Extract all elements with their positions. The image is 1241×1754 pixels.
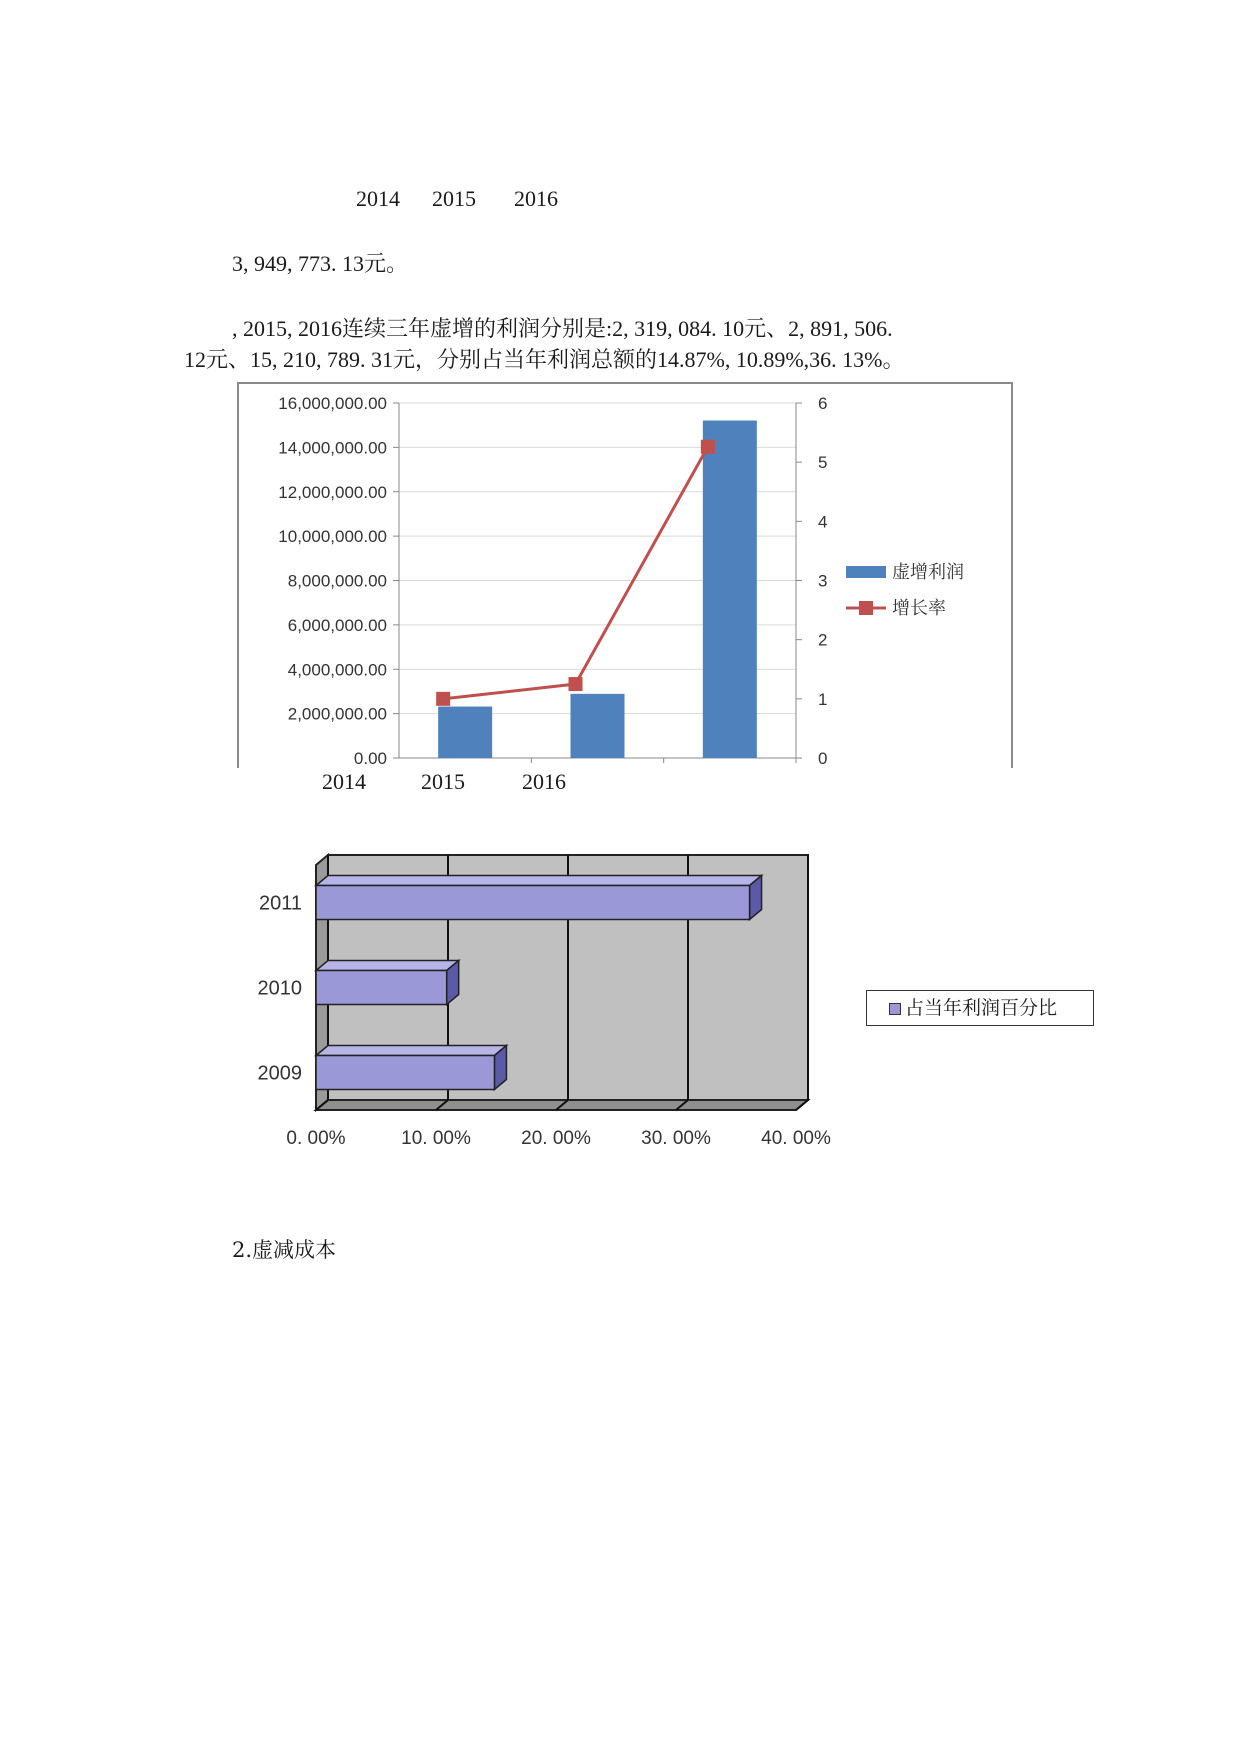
chart2-x-tick-label: 40. 00% <box>761 1128 831 1149</box>
years-line-2016: 2016 <box>514 186 558 211</box>
chart2-category-label: 2011 <box>258 892 302 915</box>
chart1-bar-2016 <box>703 421 757 758</box>
chart2-legend-label: 占当年利润百分比 <box>905 997 1058 1019</box>
chart1-right-tick-label: 1 <box>818 689 828 709</box>
chart1-right-tick-label: 4 <box>818 512 828 532</box>
chart1-growth-line <box>443 447 708 699</box>
chart1-legend-bar-label: 虚增利润 <box>892 562 964 582</box>
chart1-xlabel-2014: 2014 <box>322 769 366 794</box>
chart1-legend-bar-swatch <box>846 566 886 578</box>
chart1-left-tick-label: 14,000,000.00 <box>278 438 387 458</box>
chart2-x-tick-label: 20. 00% <box>521 1128 591 1149</box>
chart2-x-tick-label: 0. 00% <box>286 1128 346 1149</box>
profit-combo-chart <box>236 378 1014 768</box>
chart2-bar-top-2010 <box>316 961 459 971</box>
chart1-left-tick-label: 6,000,000.00 <box>287 615 387 635</box>
years-line-2015: 2015 <box>432 186 476 211</box>
chart1-xlabel-2015: 2015 <box>421 769 465 794</box>
chart2-category-label: 2010 <box>257 977 302 1000</box>
chart2-bar-top-2009 <box>316 1046 506 1056</box>
chart1-right-tick-label: 3 <box>818 571 828 591</box>
chart1-left-tick-label: 2,000,000.00 <box>287 704 387 724</box>
chart1-xlabel-2016: 2016 <box>522 769 566 794</box>
years-line-2014: 2014 <box>356 186 400 211</box>
profit-ratio-hbar-chart <box>236 840 856 1170</box>
chart2-bar-2010 <box>316 971 447 1005</box>
chart1-right-tick-label: 5 <box>818 453 828 473</box>
chart2-legend <box>866 990 1094 1026</box>
paragraph-line-1: , 2015, 2016连续三年虚增的利润分别是:2, 319, 084. 10元、2, 891, 506. <box>232 316 893 341</box>
chart2-bar-2011 <box>316 886 750 920</box>
chart1-bar-2015 <box>571 694 625 758</box>
legend-swatch-icon <box>889 1003 901 1015</box>
chart1-growth-point-2015 <box>569 677 583 691</box>
chart1-right-tick-label: 6 <box>818 394 828 413</box>
chart1-right-tick-label: 0 <box>818 749 828 768</box>
chart2-category-label: 2009 <box>257 1062 302 1085</box>
chart1-bar-2014 <box>438 707 492 758</box>
chart2-x-tick-label: 10. 00% <box>401 1128 471 1149</box>
chart1-growth-point-2014 <box>436 692 450 706</box>
chart1-left-tick-label: 12,000,000.00 <box>278 482 387 502</box>
chart2-x-tick-label: 30. 00% <box>641 1128 711 1149</box>
chart1-right-tick-label: 2 <box>818 630 828 650</box>
chart1-left-tick-label: 8,000,000.00 <box>287 571 387 591</box>
chart2-bar-2009 <box>316 1056 494 1090</box>
chart1-left-tick-label: 0.00 <box>353 749 387 768</box>
chart1-left-tick-label: 16,000,000.00 <box>278 394 387 413</box>
chart1-left-tick-label: 4,000,000.00 <box>287 660 387 680</box>
chart1-left-tick-label: 10,000,000.00 <box>278 527 387 547</box>
chart1-legend-line-marker <box>859 601 873 615</box>
chart1-growth-point-2016 <box>701 440 715 454</box>
amount-line: 3, 949, 773. 13元。 <box>232 251 409 276</box>
paragraph-line-2: 12元、15, 210, 789. 31元，分别占当年利润总额的14.87%, 10.89%,36. 13%。 <box>184 347 905 372</box>
chart1-legend-line-label: 增长率 <box>892 598 946 618</box>
section-heading: 2.虚减成本 <box>232 1238 337 1262</box>
chart2-bar-top-2011 <box>316 876 762 886</box>
